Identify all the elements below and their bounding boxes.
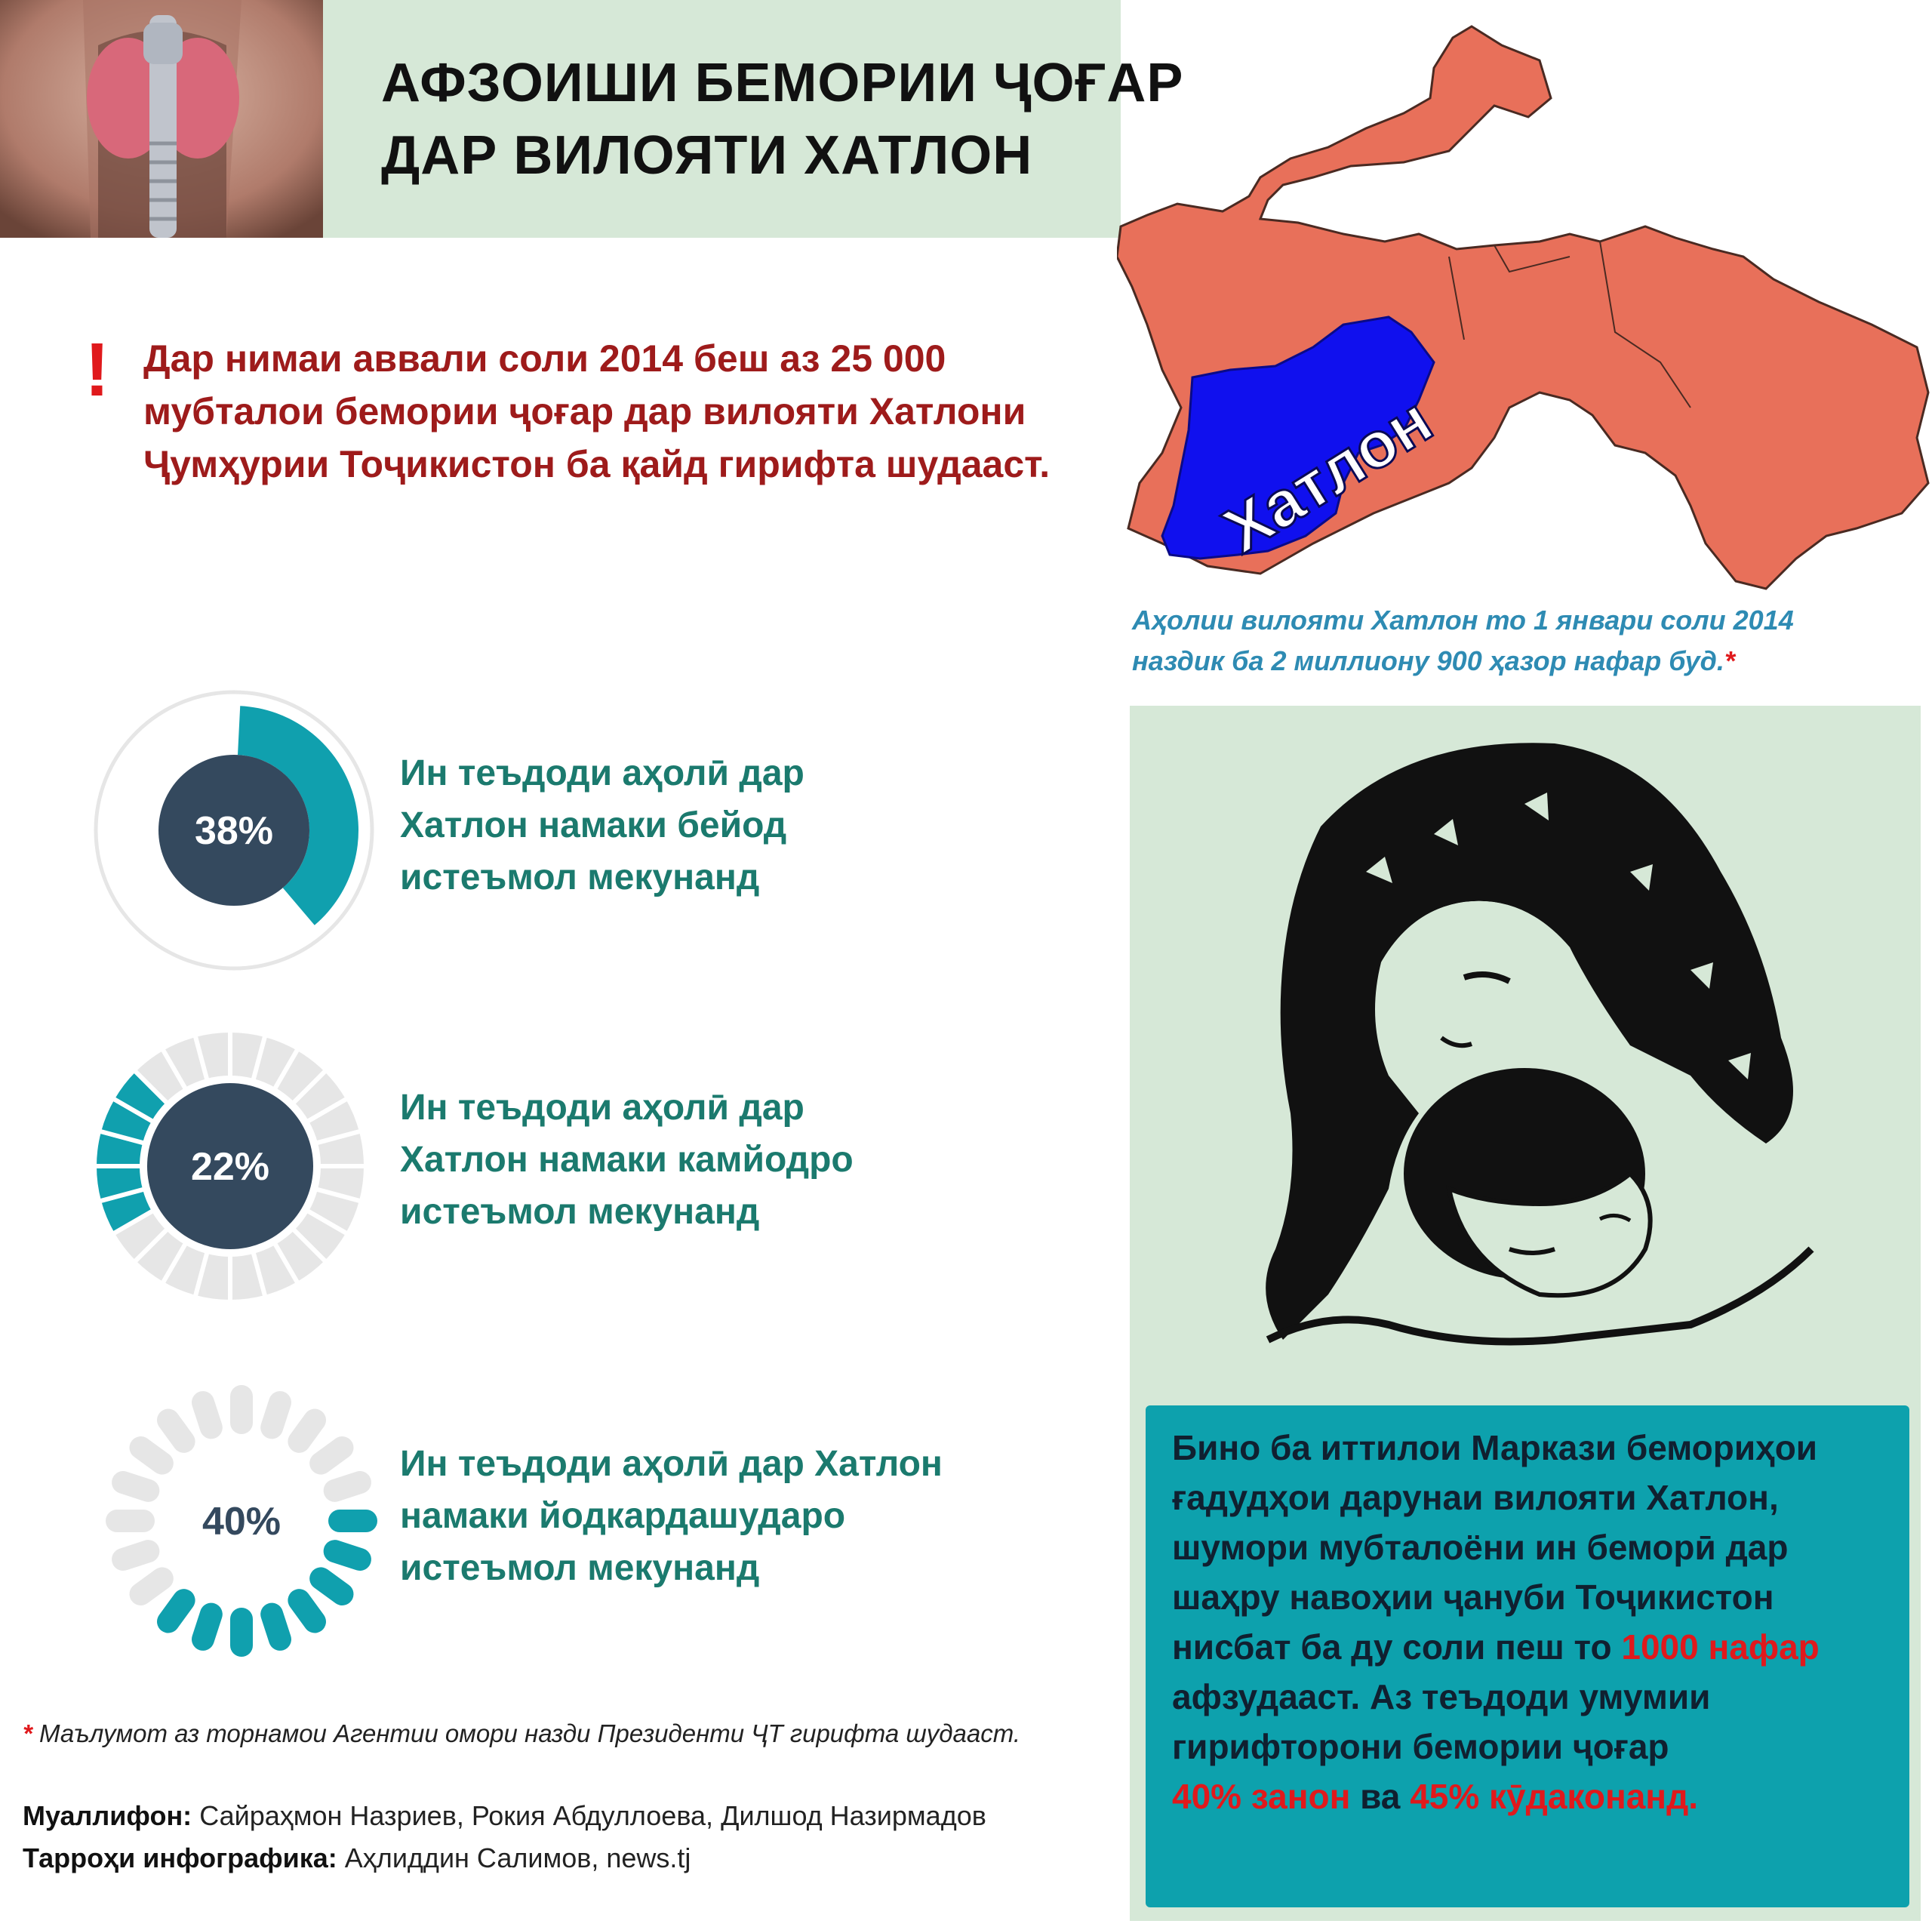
alert-line-1: Дар нимаи аввали соли 2014 беш аз 25 000 [143,337,946,380]
stat-3-dash [123,1551,148,1559]
info-highlight-women: 40% занон [1172,1777,1351,1816]
stat-3-dash [272,1402,280,1427]
alert-line-2: мубталои бемории ҷоғар дар вилояти Хатлони [143,390,1026,432]
info-highlight-children: 45% кӯдаконанд. [1410,1777,1699,1816]
stat-3-dash [168,1421,184,1442]
stat-3-dash [321,1578,342,1594]
credits-authors [23,1795,986,1837]
title-line-2: ДАР ВИЛОЯТИ ХАТЛОН [381,125,1033,186]
stat-1-text [400,747,804,903]
stat-3-line-2: намаки йодкардашударо [400,1496,846,1536]
thyroid-illustration [0,0,323,238]
info-line-4: шаҳру навоҳии ҷануби Тоҷикистон [1172,1578,1774,1617]
title-line-1: АФЗОИШИ БЕМОРИИ ҶОҒАР [381,53,1184,113]
stat-3-dash [335,1551,360,1559]
stat-2-donut [87,1023,374,1310]
population-star: * [1724,645,1735,676]
info-line-2: ғадудҳои дарунаи вилояти Хатлон, [1172,1478,1779,1517]
stat-1-line-2: Хатлон намаки бейод [400,805,787,845]
info-highlight-1000: 1000 нафар [1621,1627,1820,1667]
info-line-5 [1172,1622,1897,1672]
stat-1-percent: 38% [194,809,274,853]
stat-2-percent: 22% [190,1145,270,1189]
credits [23,1795,986,1879]
stat-3-line-3: истеъмол мекунанд [400,1548,760,1588]
stat-1-line-1: Ин теъдоди аҳолӣ дар [400,753,804,793]
tajikistan-map [1117,15,1932,604]
footnote [23,1719,1020,1748]
info-line-3: шумори мубталоёни ин беморӣ дар [1172,1528,1789,1567]
stat-3-dash [299,1421,315,1442]
design-label: Тарроҳи инфографика: [23,1842,337,1873]
stat-3-dash [168,1600,184,1621]
info-line-5-text: нисбат ба ду соли пеш то [1172,1627,1622,1667]
info-text [1172,1423,1897,1821]
info-line-8-mid: ва [1350,1777,1411,1816]
stat-3-dash [299,1600,315,1621]
stat-1-donut [83,679,385,981]
stat-2-line-2: Хатлон намаки камйодро [400,1140,854,1180]
alert-line-3: Ҷумҳурии Тоҷикистон ба қайд гирифта шудааст. [143,443,1051,485]
stat-3-dash [141,1448,162,1464]
population-line-1: Аҳолии вилояти Хатлон то 1 январи соли 2014 [1132,605,1794,636]
stat-3-dash [203,1402,211,1427]
page-title [381,47,1184,192]
footnote-text: Маълумот аз торнамои Агентии омори назди Президенти ҶТ гирифта шудааст. [32,1719,1020,1747]
population-line-2-text: наздик ба 2 миллиону 900 ҳазор нафар буд. [1132,645,1724,676]
khatlon-label: Хатлон [1211,383,1444,568]
stat-3-percent: 40% [202,1500,281,1544]
credits-design [23,1837,986,1879]
population-note [1132,600,1924,682]
population-line-2 [1132,641,1924,682]
stat-3-line-1: Ин теъдоди аҳолӣ дар Хатлон [400,1444,943,1484]
info-line-6: афзудааст. Аз теъдоди умумии [1172,1677,1711,1716]
stat-3-dash [272,1614,280,1639]
stat-3-dash [321,1448,342,1464]
design-names: Аҳлиддин Салимов, news.tj [337,1842,691,1873]
stat-2-text [400,1082,854,1238]
footnote-star: * [23,1719,32,1747]
alert-text [143,332,1124,491]
stat-3-dash [335,1482,360,1491]
stat-2-line-1: Ин теъдоди аҳолӣ дар [400,1088,804,1128]
exclamation-icon: ! [85,328,110,412]
info-line-8 [1172,1771,1897,1821]
info-line-7: гирифторони бемории ҷоғар [1172,1727,1669,1766]
stat-3-dash [141,1578,162,1594]
authors-names: Сайраҳмон Назриев, Рокия Абдуллоева, Дилшод Назирмадов [192,1800,986,1831]
stat-1-line-3: истеъмол мекунанд [400,857,760,897]
stat-3-dash [203,1614,211,1639]
stat-2-line-3: истеъмол мекунанд [400,1192,760,1232]
info-line-1: Бино ба иттилои Маркази бемориҳои [1172,1428,1818,1467]
stat-3-dash [123,1482,148,1491]
stat-3-ring [94,1374,389,1668]
mother-child-illustration [1238,721,1826,1370]
authors-label: Муаллифон: [23,1800,192,1831]
stat-3-text [400,1438,943,1594]
